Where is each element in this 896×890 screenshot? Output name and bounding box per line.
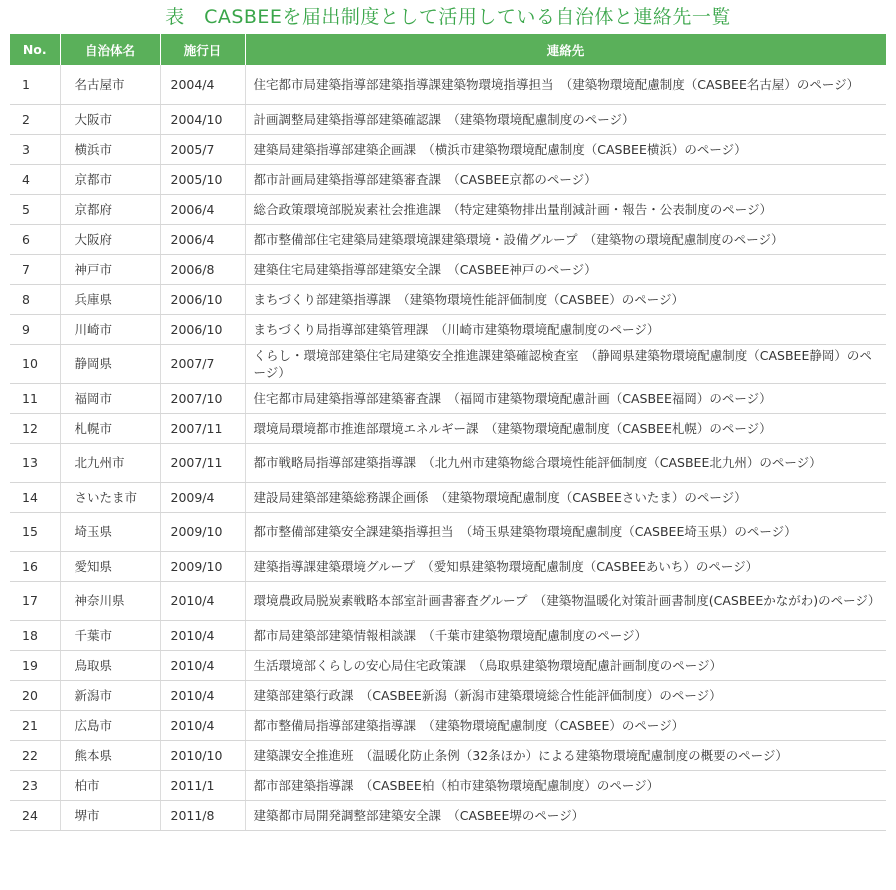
row-number: 3 (10, 134, 60, 164)
table-row (10, 800, 886, 830)
contact-info: まちづくり部建築指導課 （建築物環境性能評価制度（CASBEE）のページ） (245, 284, 886, 314)
row-number: 8 (10, 284, 60, 314)
enforcement-date: 2006/10 (160, 314, 245, 344)
table-row (10, 650, 886, 680)
contact-info: 建築部建築行政課 （CASBEE新潟（新潟市建築環境総合性能評価制度）のページ） (245, 680, 886, 710)
enforcement-date: 2007/11 (160, 413, 245, 443)
contact-info: 都市整備部住宅建築局建築環境課建築環境・設備グループ （建築物の環境配慮制度のページ） (245, 224, 886, 254)
header-contact: 連絡先 (245, 34, 886, 65)
contact-info: 都市整備部建築安全課建築指導担当 （埼玉県建築物環境配慮制度（CASBEE埼玉県）のページ） (245, 512, 886, 551)
enforcement-date: 2005/7 (160, 134, 245, 164)
table-row (10, 65, 886, 104)
contact-info: 建築課安全推進班 （温暖化防止条例（32条ほか）による建築物環境配慮制度の概要のページ） (245, 740, 886, 770)
row-number: 21 (10, 710, 60, 740)
table-row (10, 314, 886, 344)
table-title: 表 CASBEEを届出制度として活用している自治体と連絡先一覧 (165, 6, 731, 28)
enforcement-date: 2010/4 (160, 650, 245, 680)
table-row (10, 620, 886, 650)
municipality-name: 神奈川県 (60, 581, 160, 620)
municipality-name: 福岡市 (60, 383, 160, 413)
enforcement-date: 2011/1 (160, 770, 245, 800)
enforcement-date: 2009/10 (160, 551, 245, 581)
table-row (10, 581, 886, 620)
contact-info: 都市計画局建築指導部建築審査課 （CASBEE京都のページ） (245, 164, 886, 194)
enforcement-date: 2010/10 (160, 740, 245, 770)
table-row (10, 254, 886, 284)
municipality-name: 堺市 (60, 800, 160, 830)
contact-info: 環境農政局脱炭素戦略本部室計画書審査グループ （建築物温暖化対策計画書制度(CASBEEかながわ)のページ） (245, 581, 886, 620)
enforcement-date: 2010/4 (160, 680, 245, 710)
municipality-table (10, 34, 887, 831)
table-row (10, 680, 886, 710)
table-row (10, 413, 886, 443)
table-row (10, 284, 886, 314)
row-number: 24 (10, 800, 60, 830)
municipality-name: 京都府 (60, 194, 160, 224)
contact-info: 建設局建築部建築総務課企画係 （建築物環境配慮制度（CASBEEさいたま）のページ） (245, 482, 886, 512)
contact-info: まちづくり局指導部建築管理課 （川崎市建築物環境配慮制度のページ） (245, 314, 886, 344)
municipality-name: 大阪市 (60, 104, 160, 134)
municipality-name: 札幌市 (60, 413, 160, 443)
municipality-name: 千葉市 (60, 620, 160, 650)
contact-info: 計画調整局建築指導部建築確認課 （建築物環境配慮制度のページ） (245, 104, 886, 134)
table-row (10, 164, 886, 194)
municipality-name: 京都市 (60, 164, 160, 194)
enforcement-date: 2007/10 (160, 383, 245, 413)
row-number: 4 (10, 164, 60, 194)
table-row (10, 443, 886, 482)
table-row (10, 134, 886, 164)
contact-info: 建築指導課建築環境グループ （愛知県建築物環境配慮制度（CASBEEあいち）のページ） (245, 551, 886, 581)
contact-info: 生活環境部くらしの安心局住宅政策課 （鳥取県建築物環境配慮計画制度のページ） (245, 650, 886, 680)
enforcement-date: 2009/4 (160, 482, 245, 512)
municipality-name: 広島市 (60, 710, 160, 740)
contact-info: 建築住宅局建築指導部建築安全課 （CASBEE神戸のページ） (245, 254, 886, 284)
municipality-name: 横浜市 (60, 134, 160, 164)
table-row (10, 551, 886, 581)
header-enforcement-date: 施行日 (160, 34, 245, 65)
enforcement-date: 2007/11 (160, 443, 245, 482)
row-number: 5 (10, 194, 60, 224)
row-number: 9 (10, 314, 60, 344)
enforcement-date: 2006/10 (160, 284, 245, 314)
row-number: 22 (10, 740, 60, 770)
municipality-name: 名古屋市 (60, 65, 160, 104)
table-row (10, 770, 886, 800)
enforcement-date: 2004/10 (160, 104, 245, 134)
municipality-name: 兵庫県 (60, 284, 160, 314)
row-number: 19 (10, 650, 60, 680)
municipality-name: 柏市 (60, 770, 160, 800)
row-number: 10 (10, 344, 60, 383)
table-row (10, 710, 886, 740)
table-body (10, 65, 886, 830)
row-number: 11 (10, 383, 60, 413)
enforcement-date: 2010/4 (160, 581, 245, 620)
table-row (10, 104, 886, 134)
municipality-name: 川崎市 (60, 314, 160, 344)
contact-info: 住宅都市局建築指導部建築指導課建築物環境指導担当 （建築物環境配慮制度（CASBEE名古屋）のページ） (245, 65, 886, 104)
enforcement-date: 2009/10 (160, 512, 245, 551)
row-number: 6 (10, 224, 60, 254)
municipality-name: 鳥取県 (60, 650, 160, 680)
header-row (10, 34, 886, 65)
row-number: 15 (10, 512, 60, 551)
enforcement-date: 2010/4 (160, 620, 245, 650)
row-number: 17 (10, 581, 60, 620)
row-number: 7 (10, 254, 60, 284)
table-row (10, 383, 886, 413)
row-number: 18 (10, 620, 60, 650)
municipality-name: 熊本県 (60, 740, 160, 770)
table-row (10, 740, 886, 770)
contact-info: 環境局環境都市推進部環境エネルギー課 （建築物環境配慮制度（CASBEE札幌）のページ） (245, 413, 886, 443)
municipality-name: さいたま市 (60, 482, 160, 512)
municipality-name: 北九州市 (60, 443, 160, 482)
municipality-name: 神戸市 (60, 254, 160, 284)
municipality-name: 大阪府 (60, 224, 160, 254)
row-number: 20 (10, 680, 60, 710)
enforcement-date: 2011/8 (160, 800, 245, 830)
municipality-name: 埼玉県 (60, 512, 160, 551)
row-number: 16 (10, 551, 60, 581)
municipality-name: 新潟市 (60, 680, 160, 710)
contact-info: 建築都市局開発調整部建築安全課 （CASBEE堺のページ） (245, 800, 886, 830)
contact-info: 都市局建築部建築情報相談課 （千葉市建築物環境配慮制度のページ） (245, 620, 886, 650)
table-row (10, 194, 886, 224)
contact-info: 建築局建築指導部建築企画課 （横浜市建築物環境配慮制度（CASBEE横浜）のページ） (245, 134, 886, 164)
enforcement-date: 2006/8 (160, 254, 245, 284)
contact-info: 都市戦略局指導部建築指導課 （北九州市建築物総合環境性能評価制度（CASBEE北九州）のページ） (245, 443, 886, 482)
row-number: 23 (10, 770, 60, 800)
municipality-name: 愛知県 (60, 551, 160, 581)
enforcement-date: 2010/4 (160, 710, 245, 740)
row-number: 14 (10, 482, 60, 512)
enforcement-date: 2006/4 (160, 194, 245, 224)
row-number: 12 (10, 413, 60, 443)
enforcement-date: 2006/4 (160, 224, 245, 254)
municipality-name: 静岡県 (60, 344, 160, 383)
enforcement-date: 2007/7 (160, 344, 245, 383)
contact-info: くらし・環境部建築住宅局建築安全推進課建築確認検査室 （静岡県建築物環境配慮制度（CASBEE静岡）のページ） (245, 344, 886, 383)
header-municipality: 自治体名 (60, 34, 160, 65)
contact-info: 都市部建築指導課 （CASBEE柏（柏市建築物環境配慮制度）のページ） (245, 770, 886, 800)
header-no: No. (10, 34, 60, 65)
table-row (10, 224, 886, 254)
table-row (10, 482, 886, 512)
table-row (10, 512, 886, 551)
contact-info: 総合政策環境部脱炭素社会推進課 （特定建築物排出量削減計画・報告・公表制度のページ） (245, 194, 886, 224)
table-row (10, 344, 886, 383)
enforcement-date: 2005/10 (160, 164, 245, 194)
contact-info: 都市整備局指導部建築指導課 （建築物環境配慮制度（CASBEE）のページ） (245, 710, 886, 740)
enforcement-date: 2004/4 (160, 65, 245, 104)
contact-info: 住宅都市局建築指導部建築審査課 （福岡市建築物環境配慮計画（CASBEE福岡）のページ） (245, 383, 886, 413)
row-number: 2 (10, 104, 60, 134)
row-number: 1 (10, 65, 60, 104)
row-number: 13 (10, 443, 60, 482)
